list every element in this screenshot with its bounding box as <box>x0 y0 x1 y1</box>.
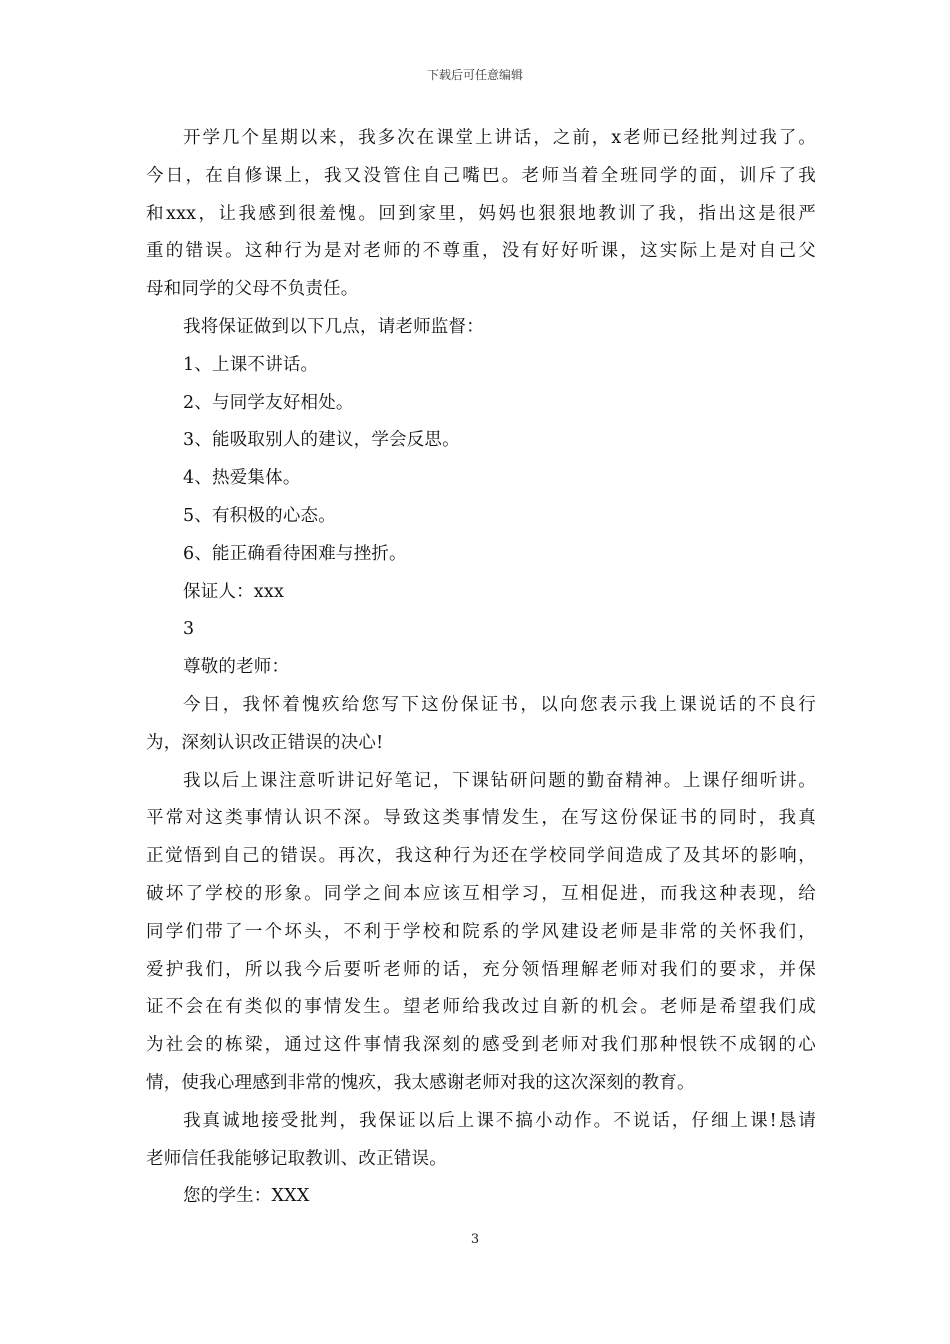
document-body <box>146 120 816 1216</box>
text-line: 破坏了学校的形象。同学之间本应该互相学习，互相促进，而我这种表现，给 <box>146 883 816 904</box>
page-header: 下载后可任意编辑 <box>426 68 523 82</box>
text-line: 我将保证做到以下几点，请老师监督： <box>183 316 484 337</box>
text-line: 1、上课不讲话。 <box>183 354 319 375</box>
text-line: 2、与同学友好相处。 <box>183 392 354 413</box>
text-line: 和xxx，让我感到很羞愧。回到家里，妈妈也狠狠地教训了我，指出这是很严 <box>146 203 816 224</box>
text-line: 3 <box>183 619 195 640</box>
text-line: 爱护我们，所以我今后要听老师的话，充分领悟理解老师对我们的要求，并保 <box>146 959 816 980</box>
text-line: 3、能吸取别人的建议，学会反思。 <box>183 430 460 451</box>
text-line: 我真诚地接受批判，我保证以后上课不搞小动作。不说话，仔细上课!恳请 <box>183 1110 816 1131</box>
text-line: 情，使我心理感到非常的愧疚，我太感谢老师对我的这次深刻的教育。 <box>146 1072 695 1093</box>
text-line: 重的错误。这种行为是对老师的不尊重，没有好好听课，这实际上是对自己父 <box>146 241 816 262</box>
text-line: 为社会的栋梁，通过这件事情我深刻的感受到老师对我们那种恨铁不成钢的心 <box>146 1035 816 1056</box>
text-line: 母和同学的父母不负责任。 <box>146 279 359 300</box>
text-line: 5、有积极的心态。 <box>183 505 336 526</box>
text-line: 您的学生：XXX <box>183 1186 310 1207</box>
text-line: 今日，在自修课上，我又没管住自己嘴巴。老师当着全班同学的面，训斥了我 <box>146 165 816 186</box>
text-line: 我以后上课注意听讲记好笔记，下课钻研问题的勤奋精神。上课仔细听讲。 <box>183 770 816 791</box>
text-line: 正觉悟到自己的错误。再次，我这种行为还在学校同学间造成了及其坏的影响， <box>146 846 816 867</box>
text-line: 开学几个星期以来，我多次在课堂上讲话，之前，x老师已经批判过我了。 <box>183 128 816 148</box>
text-line: 为，深刻认识改正错误的决心! <box>146 732 384 753</box>
page-number: 3 <box>470 1232 480 1247</box>
text-line: 尊敬的老师： <box>183 657 290 678</box>
text-line: 今日，我怀着愧疚给您写下这份保证书，以向您表示我上课说话的不良行 <box>183 694 816 715</box>
text-line: 同学们带了一个坏头，不利于学校和院系的学风建设老师是非常的关怀我们， <box>146 921 816 942</box>
text-line: 保证人：xxx <box>183 581 285 602</box>
text-line: 证不会在有类似的事情发生。望老师给我改过自新的机会。老师是希望我们成 <box>146 997 816 1018</box>
text-line: 4、热爱集体。 <box>183 468 301 489</box>
text-line: 6、能正确看待困难与挫折。 <box>183 543 407 564</box>
text-line: 平常对这类事情认识不深。导致这类事情发生，在写这份保证书的同时，我真 <box>146 808 816 829</box>
text-line: 老师信任我能够记取教训、改正错误。 <box>146 1148 447 1169</box>
